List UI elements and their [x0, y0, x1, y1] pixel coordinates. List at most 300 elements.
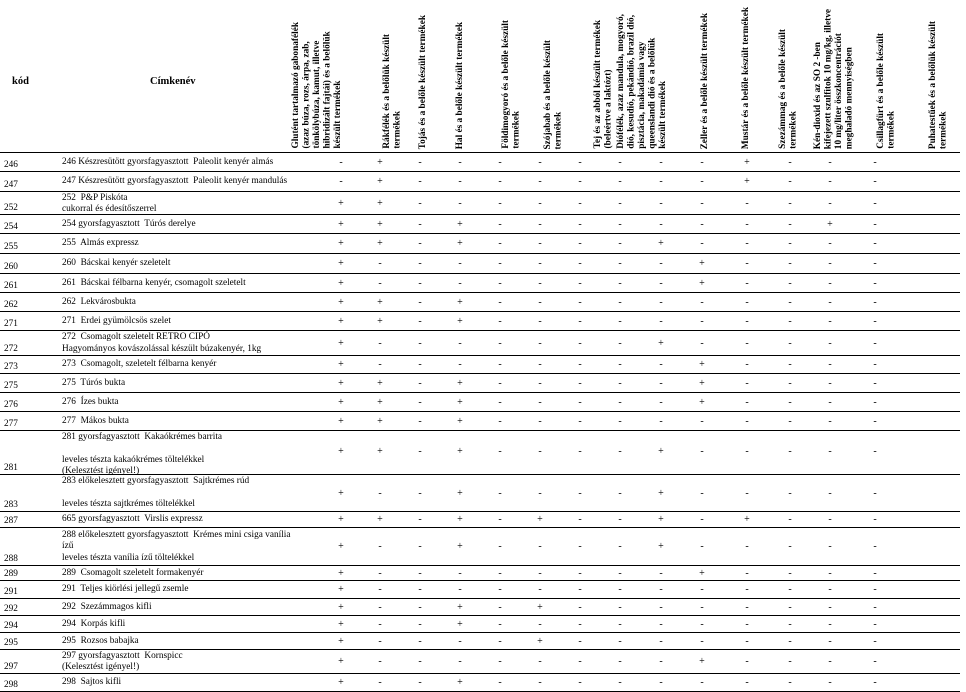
allergen-mark: - [498, 567, 502, 579]
allergen-mark: - [538, 176, 542, 187]
allergen-mark: - [873, 277, 877, 289]
allergen-mark: - [659, 176, 663, 187]
allergen-mark: - [873, 197, 877, 209]
allergen-mark: - [498, 541, 502, 552]
row-label: 254 gyorsfagyasztott Túrós derelye [62, 218, 196, 229]
allergen-mark: - [618, 377, 622, 389]
allergen-mark: - [418, 277, 422, 289]
allergen-mark: - [538, 567, 542, 579]
allergen-mark: - [788, 514, 792, 525]
allergen-mark: - [700, 296, 704, 308]
allergen-mark: - [618, 677, 622, 688]
allergen-mark: - [418, 238, 422, 249]
allergen-mark: - [538, 359, 542, 370]
allergen-mark: - [498, 315, 502, 327]
column-header-1 [289, 4, 345, 149]
allergen-mark: - [578, 601, 582, 613]
allergen-mark: - [618, 601, 622, 613]
allergen-mark: - [659, 277, 663, 289]
allergen-mark: + [537, 635, 543, 647]
allergen-mark: - [418, 218, 422, 230]
row-kod: 295 [4, 638, 18, 648]
allergen-mark: - [618, 176, 622, 187]
allergen-mark: - [618, 488, 622, 499]
allergen-mark: + [338, 396, 344, 408]
allergen-mark: - [339, 176, 343, 187]
allergen-mark: - [578, 218, 582, 230]
allergen-mark: - [745, 541, 749, 552]
row-kod: 273 [4, 362, 18, 372]
allergen-mark: - [700, 446, 704, 457]
row-label: 255 Almás expressz [62, 238, 139, 249]
allergen-mark: - [700, 514, 704, 525]
allergen-mark: - [458, 176, 462, 187]
allergen-mark: - [538, 277, 542, 289]
allergen-mark: - [498, 277, 502, 289]
allergen-mark: - [745, 337, 749, 349]
allergen-mark: - [873, 315, 877, 327]
row-label: 252 P&P Piskóta cukorral és édesítőszerrel [62, 193, 157, 215]
allergen-mark: - [378, 601, 382, 613]
allergen-mark: - [745, 656, 749, 667]
table-row [0, 431, 960, 475]
allergen-mark: - [458, 656, 462, 667]
row-kod: 289 [4, 569, 18, 579]
allergen-mark: - [498, 584, 502, 595]
allergen-mark: - [659, 415, 663, 427]
allergen-mark: - [873, 218, 877, 230]
allergen-mark: + [377, 176, 383, 187]
allergen-mark: - [618, 396, 622, 408]
allergen-mark: - [578, 514, 582, 525]
allergen-mark: + [377, 218, 383, 230]
row-label: 261 Bácskai félbarna kenyér, csomagolt szeletelt [62, 277, 246, 288]
allergen-mark: - [659, 359, 663, 370]
allergen-mark: - [828, 156, 832, 168]
row-label: 291 Teljes kiörlési jellegű zsemle [62, 584, 189, 595]
row-kod: 292 [4, 604, 18, 614]
table-row [0, 616, 960, 633]
cimkenev-header: Címkenév [150, 76, 196, 87]
row-kod: 260 [4, 262, 18, 272]
allergen-mark: + [658, 541, 664, 552]
allergen-mark: - [378, 656, 382, 667]
allergen-mark: + [338, 677, 344, 688]
allergen-mark: - [828, 514, 832, 525]
allergen-mark: - [498, 176, 502, 187]
allergen-mark: - [828, 601, 832, 613]
allergen-mark: + [658, 488, 664, 499]
allergen-mark: - [498, 677, 502, 688]
allergen-mark: - [378, 488, 382, 499]
allergen-mark: + [658, 238, 664, 249]
table-row [0, 566, 960, 581]
allergen-mark: - [578, 277, 582, 289]
allergen-mark: - [578, 677, 582, 688]
allergen-mark: - [418, 567, 422, 579]
allergen-mark: - [828, 618, 832, 630]
allergen-mark: + [377, 315, 383, 327]
allergen-mark: - [873, 656, 877, 667]
allergen-mark: - [538, 156, 542, 168]
allergen-mark: - [828, 197, 832, 209]
allergen-mark: + [377, 514, 383, 525]
row-label: 294 Korpás kifli [62, 618, 126, 629]
allergen-mark: - [873, 156, 877, 168]
allergen-mark: - [700, 315, 704, 327]
allergen-mark: - [538, 488, 542, 499]
allergen-mark: - [828, 656, 832, 667]
allergen-mark: - [745, 446, 749, 457]
allergen-mark: - [618, 584, 622, 595]
allergen-mark: - [745, 238, 749, 249]
column-header-label: Szójabab és a belőle készült termékek [542, 39, 563, 149]
allergen-mark: + [338, 584, 344, 595]
allergen-mark: - [578, 488, 582, 499]
allergen-mark: - [788, 296, 792, 308]
allergen-mark: + [744, 176, 750, 187]
allergen-mark: - [659, 677, 663, 688]
table-row [0, 581, 960, 599]
allergen-mark: - [538, 337, 542, 349]
allergen-mark: - [418, 514, 422, 525]
allergen-mark: - [788, 218, 792, 230]
allergen-mark: - [873, 337, 877, 349]
allergen-mark: - [378, 635, 382, 647]
allergen-mark: - [828, 396, 832, 408]
table-row [0, 356, 960, 374]
allergen-mark: - [498, 601, 502, 613]
allergen-mark: - [458, 337, 462, 349]
allergen-mark: - [659, 156, 663, 168]
row-kod: 297 [4, 662, 18, 672]
allergen-mark: - [828, 567, 832, 579]
allergen-mark: - [538, 218, 542, 230]
column-header-label: Diófélék, azaz mandula, mogyoró, dió, kesudió, pekándió, brazil dió, pisztácia, makadámia vagy queenslandi dió és a belőlük készült termékek [615, 14, 668, 149]
table-row [0, 192, 960, 215]
allergen-mark: - [418, 337, 422, 349]
table-row [0, 215, 960, 234]
allergen-mark: + [377, 377, 383, 389]
allergen-mark: - [618, 656, 622, 667]
allergen-mark: - [498, 618, 502, 630]
allergen-mark: - [378, 258, 382, 269]
allergen-mark: - [418, 296, 422, 308]
allergen-mark: - [659, 396, 663, 408]
row-label: 289 Csomagolt szeletelt formakenyér [62, 567, 204, 578]
allergen-mark: - [873, 618, 877, 630]
allergen-mark: + [457, 446, 463, 457]
allergen-mark: - [498, 415, 502, 427]
table-row [0, 650, 960, 674]
allergen-mark: - [788, 488, 792, 499]
allergen-mark: - [458, 635, 462, 647]
allergen-mark: - [788, 238, 792, 249]
allergen-mark: + [338, 359, 344, 370]
allergen-mark: + [338, 218, 344, 230]
allergen-mark: - [618, 197, 622, 209]
row-kod: 283 [4, 500, 18, 510]
row-kod: 277 [4, 419, 18, 429]
allergen-mark: - [700, 677, 704, 688]
allergen-mark: - [578, 446, 582, 457]
allergen-mark: - [745, 218, 749, 230]
row-label: 246 Készresütött gyorsfagyasztott Paleolit kenyér almás [62, 156, 274, 167]
allergen-mark: - [618, 337, 622, 349]
allergen-mark: - [788, 618, 792, 630]
row-label: 273 Csomagolt, szeletelt félbarna kenyér [62, 359, 217, 370]
allergen-mark: - [418, 618, 422, 630]
allergen-mark: - [618, 156, 622, 168]
allergen-mark: - [578, 656, 582, 667]
allergen-mark: - [578, 315, 582, 327]
table-row [0, 528, 960, 566]
allergen-mark: - [498, 359, 502, 370]
allergen-mark: + [377, 197, 383, 209]
column-header-label: Földimogyoró és a belőle készült termékek [500, 20, 521, 149]
allergen-mark: - [458, 197, 462, 209]
row-label: 271 Erdei gyümölcsös szelet [62, 315, 171, 326]
column-header-label: Tej és az abból készült termékek (beleértve a laktózt) [592, 20, 613, 149]
allergen-mark: + [699, 258, 705, 269]
row-label: 262 Lekvárosbukta [62, 296, 136, 307]
allergen-mark: - [745, 415, 749, 427]
allergen-mark: - [498, 337, 502, 349]
allergen-mark: + [658, 514, 664, 525]
table-row [0, 512, 960, 528]
row-label: 281 gyorsfagyasztott Kakaókrémes barrita leveles tészta kakaókrémes töltelékkel (Kelesztést igényel!) [62, 432, 223, 477]
allergen-mark: - [659, 197, 663, 209]
allergen-mark: + [338, 488, 344, 499]
allergen-mark: + [699, 359, 705, 370]
allergen-mark: - [418, 258, 422, 269]
allergen-mark: + [377, 238, 383, 249]
allergen-mark: - [659, 315, 663, 327]
allergen-mark: - [873, 567, 877, 579]
allergen-mark: + [457, 218, 463, 230]
table-row [0, 274, 960, 293]
allergen-mark: - [873, 584, 877, 595]
row-kod: 298 [4, 680, 18, 690]
row-label: 276 Ízes bukta [62, 396, 119, 407]
column-header-4 [432, 4, 488, 149]
column-header-6 [525, 4, 581, 149]
allergen-mark: - [788, 415, 792, 427]
allergen-mark: - [538, 238, 542, 249]
allergen-mark: - [418, 315, 422, 327]
allergen-mark: + [537, 601, 543, 613]
allergen-mark: + [699, 567, 705, 579]
allergen-mark: - [788, 315, 792, 327]
allergen-mark: + [457, 541, 463, 552]
row-kod: 272 [4, 344, 18, 354]
allergen-mark: - [828, 359, 832, 370]
allergen-mark: - [828, 258, 832, 269]
allergen-mark: - [578, 584, 582, 595]
allergen-mark: - [418, 176, 422, 187]
allergen-mark: - [659, 618, 663, 630]
allergen-mark: - [578, 567, 582, 579]
allergen-mark: - [828, 488, 832, 499]
allergen-mark: - [828, 315, 832, 327]
allergen-mark: + [457, 514, 463, 525]
row-label: 288 előkelesztett gyorsfagyasztott Krémes mini csiga vanília ízű leveles tészta vanília ízű töltelékkel [62, 529, 291, 563]
table-row [0, 293, 960, 312]
row-label: 298 Sajtos kifli [62, 677, 122, 688]
allergen-mark: + [338, 315, 344, 327]
allergen-mark: - [618, 635, 622, 647]
allergen-mark: - [700, 635, 704, 647]
allergen-mark: + [338, 296, 344, 308]
allergen-mark: - [538, 396, 542, 408]
allergen-mark: - [788, 176, 792, 187]
column-header-label: Szezámmag és a belőle készült termékek [777, 29, 798, 149]
allergen-mark: - [873, 446, 877, 457]
allergen-mark: + [338, 197, 344, 209]
allergen-mark: - [339, 156, 343, 168]
allergen-mark: + [457, 415, 463, 427]
allergen-mark: - [578, 156, 582, 168]
allergen-mark: - [418, 377, 422, 389]
allergen-mark: - [828, 377, 832, 389]
row-kod: 271 [4, 319, 18, 329]
allergen-mark: - [700, 238, 704, 249]
column-header-13 [858, 4, 914, 149]
allergen-mark: - [458, 567, 462, 579]
allergen-mark: - [788, 446, 792, 457]
table-row [0, 475, 960, 512]
allergen-mark: - [418, 415, 422, 427]
allergen-mark: - [659, 656, 663, 667]
allergen-mark: - [745, 618, 749, 630]
allergen-mark: - [498, 377, 502, 389]
allergen-mark: - [618, 315, 622, 327]
column-header-label: Csillagfürt és a belőle készült termékek [875, 33, 896, 149]
column-header-8 [614, 4, 670, 149]
allergen-mark: - [788, 258, 792, 269]
allergen-mark: - [538, 296, 542, 308]
allergen-mark: - [418, 584, 422, 595]
allergen-mark: - [578, 635, 582, 647]
allergen-mark: + [338, 337, 344, 349]
allergen-mark: + [377, 415, 383, 427]
allergen-mark: - [578, 618, 582, 630]
allergen-mark: - [538, 258, 542, 269]
table-row [0, 374, 960, 393]
allergen-mark: - [498, 635, 502, 647]
allergen-mark: - [538, 656, 542, 667]
allergen-mark: - [659, 635, 663, 647]
allergen-mark: - [828, 446, 832, 457]
allergen-mark: - [873, 296, 877, 308]
allergen-mark: - [578, 197, 582, 209]
allergen-mark: - [618, 618, 622, 630]
table-row [0, 153, 960, 172]
allergen-mark: - [538, 446, 542, 457]
allergen-mark: - [418, 635, 422, 647]
allergen-mark: - [578, 176, 582, 187]
allergen-mark: - [498, 296, 502, 308]
row-label: 292 Szezámmagos kifli [62, 601, 152, 612]
allergen-mark: - [700, 415, 704, 427]
allergen-mark: - [700, 197, 704, 209]
allergen-mark: - [418, 488, 422, 499]
allergen-mark: - [700, 176, 704, 187]
row-label: 665 gyorsfagyasztott Virslis expressz [62, 514, 203, 525]
allergen-mark: + [457, 601, 463, 613]
allergen-mark: + [699, 396, 705, 408]
allergen-mark: - [659, 567, 663, 579]
allergen-mark: - [788, 156, 792, 168]
row-kod: 281 [4, 463, 18, 473]
row-label: 277 Mákos bukta [62, 415, 129, 426]
allergen-mark: - [498, 258, 502, 269]
row-kod: 255 [4, 242, 18, 252]
table-row [0, 412, 960, 431]
allergen-mark: + [699, 656, 705, 667]
allergen-mark: + [377, 396, 383, 408]
allergen-mark: - [578, 541, 582, 552]
allergen-mark: - [538, 618, 542, 630]
allergen-mark: - [745, 377, 749, 389]
allergen-mark: - [828, 277, 832, 289]
row-label: 283 előkelesztett gyorsfagyasztott Sajtkrémes rúd leveles tészta sajtkrémes töltelékkel [62, 476, 250, 510]
allergen-mark: - [873, 488, 877, 499]
row-label: 247 Készresütött gyorsfagyasztott Paleolit kenyér mandulás [62, 176, 288, 187]
allergen-mark: - [418, 396, 422, 408]
allergen-mark: - [498, 396, 502, 408]
column-header-label: Mustár és a belőle készült termékek [740, 6, 751, 149]
allergen-mark: - [873, 601, 877, 613]
allergen-mark: - [828, 238, 832, 249]
allergen-mark: - [538, 415, 542, 427]
allergen-mark: - [745, 396, 749, 408]
allergen-mark: - [378, 359, 382, 370]
allergen-mark: - [418, 601, 422, 613]
allergen-mark: - [618, 514, 622, 525]
allergen-mark: + [744, 514, 750, 525]
allergen-mark: - [788, 197, 792, 209]
allergen-mark: - [873, 541, 877, 552]
allergen-mark: - [873, 377, 877, 389]
allergen-mark: - [538, 677, 542, 688]
allergen-mark: - [458, 277, 462, 289]
row-kod: 252 [4, 203, 18, 213]
allergen-mark: - [745, 584, 749, 595]
allergen-mark: + [338, 601, 344, 613]
allergen-mark: - [578, 337, 582, 349]
allergen-mark: - [378, 618, 382, 630]
allergen-mark: - [458, 258, 462, 269]
allergen-mark: - [788, 337, 792, 349]
allergen-mark: - [618, 258, 622, 269]
row-label: 275 Túrós bukta [62, 377, 126, 388]
allergen-mark: - [498, 656, 502, 667]
allergen-mark: - [745, 258, 749, 269]
allergen-mark: - [873, 514, 877, 525]
allergen-mark: - [618, 415, 622, 427]
allergen-mark: + [827, 218, 833, 230]
allergen-mark: + [377, 296, 383, 308]
allergen-mark: - [418, 156, 422, 168]
allergen-mark: - [659, 296, 663, 308]
table-row [0, 599, 960, 616]
column-header-label: Puhatestűek és a belőlük készült termékek [927, 20, 948, 149]
allergen-mark: - [458, 156, 462, 168]
column-header-12 [806, 4, 862, 149]
allergen-mark: - [618, 277, 622, 289]
allergen-mark: - [828, 176, 832, 187]
